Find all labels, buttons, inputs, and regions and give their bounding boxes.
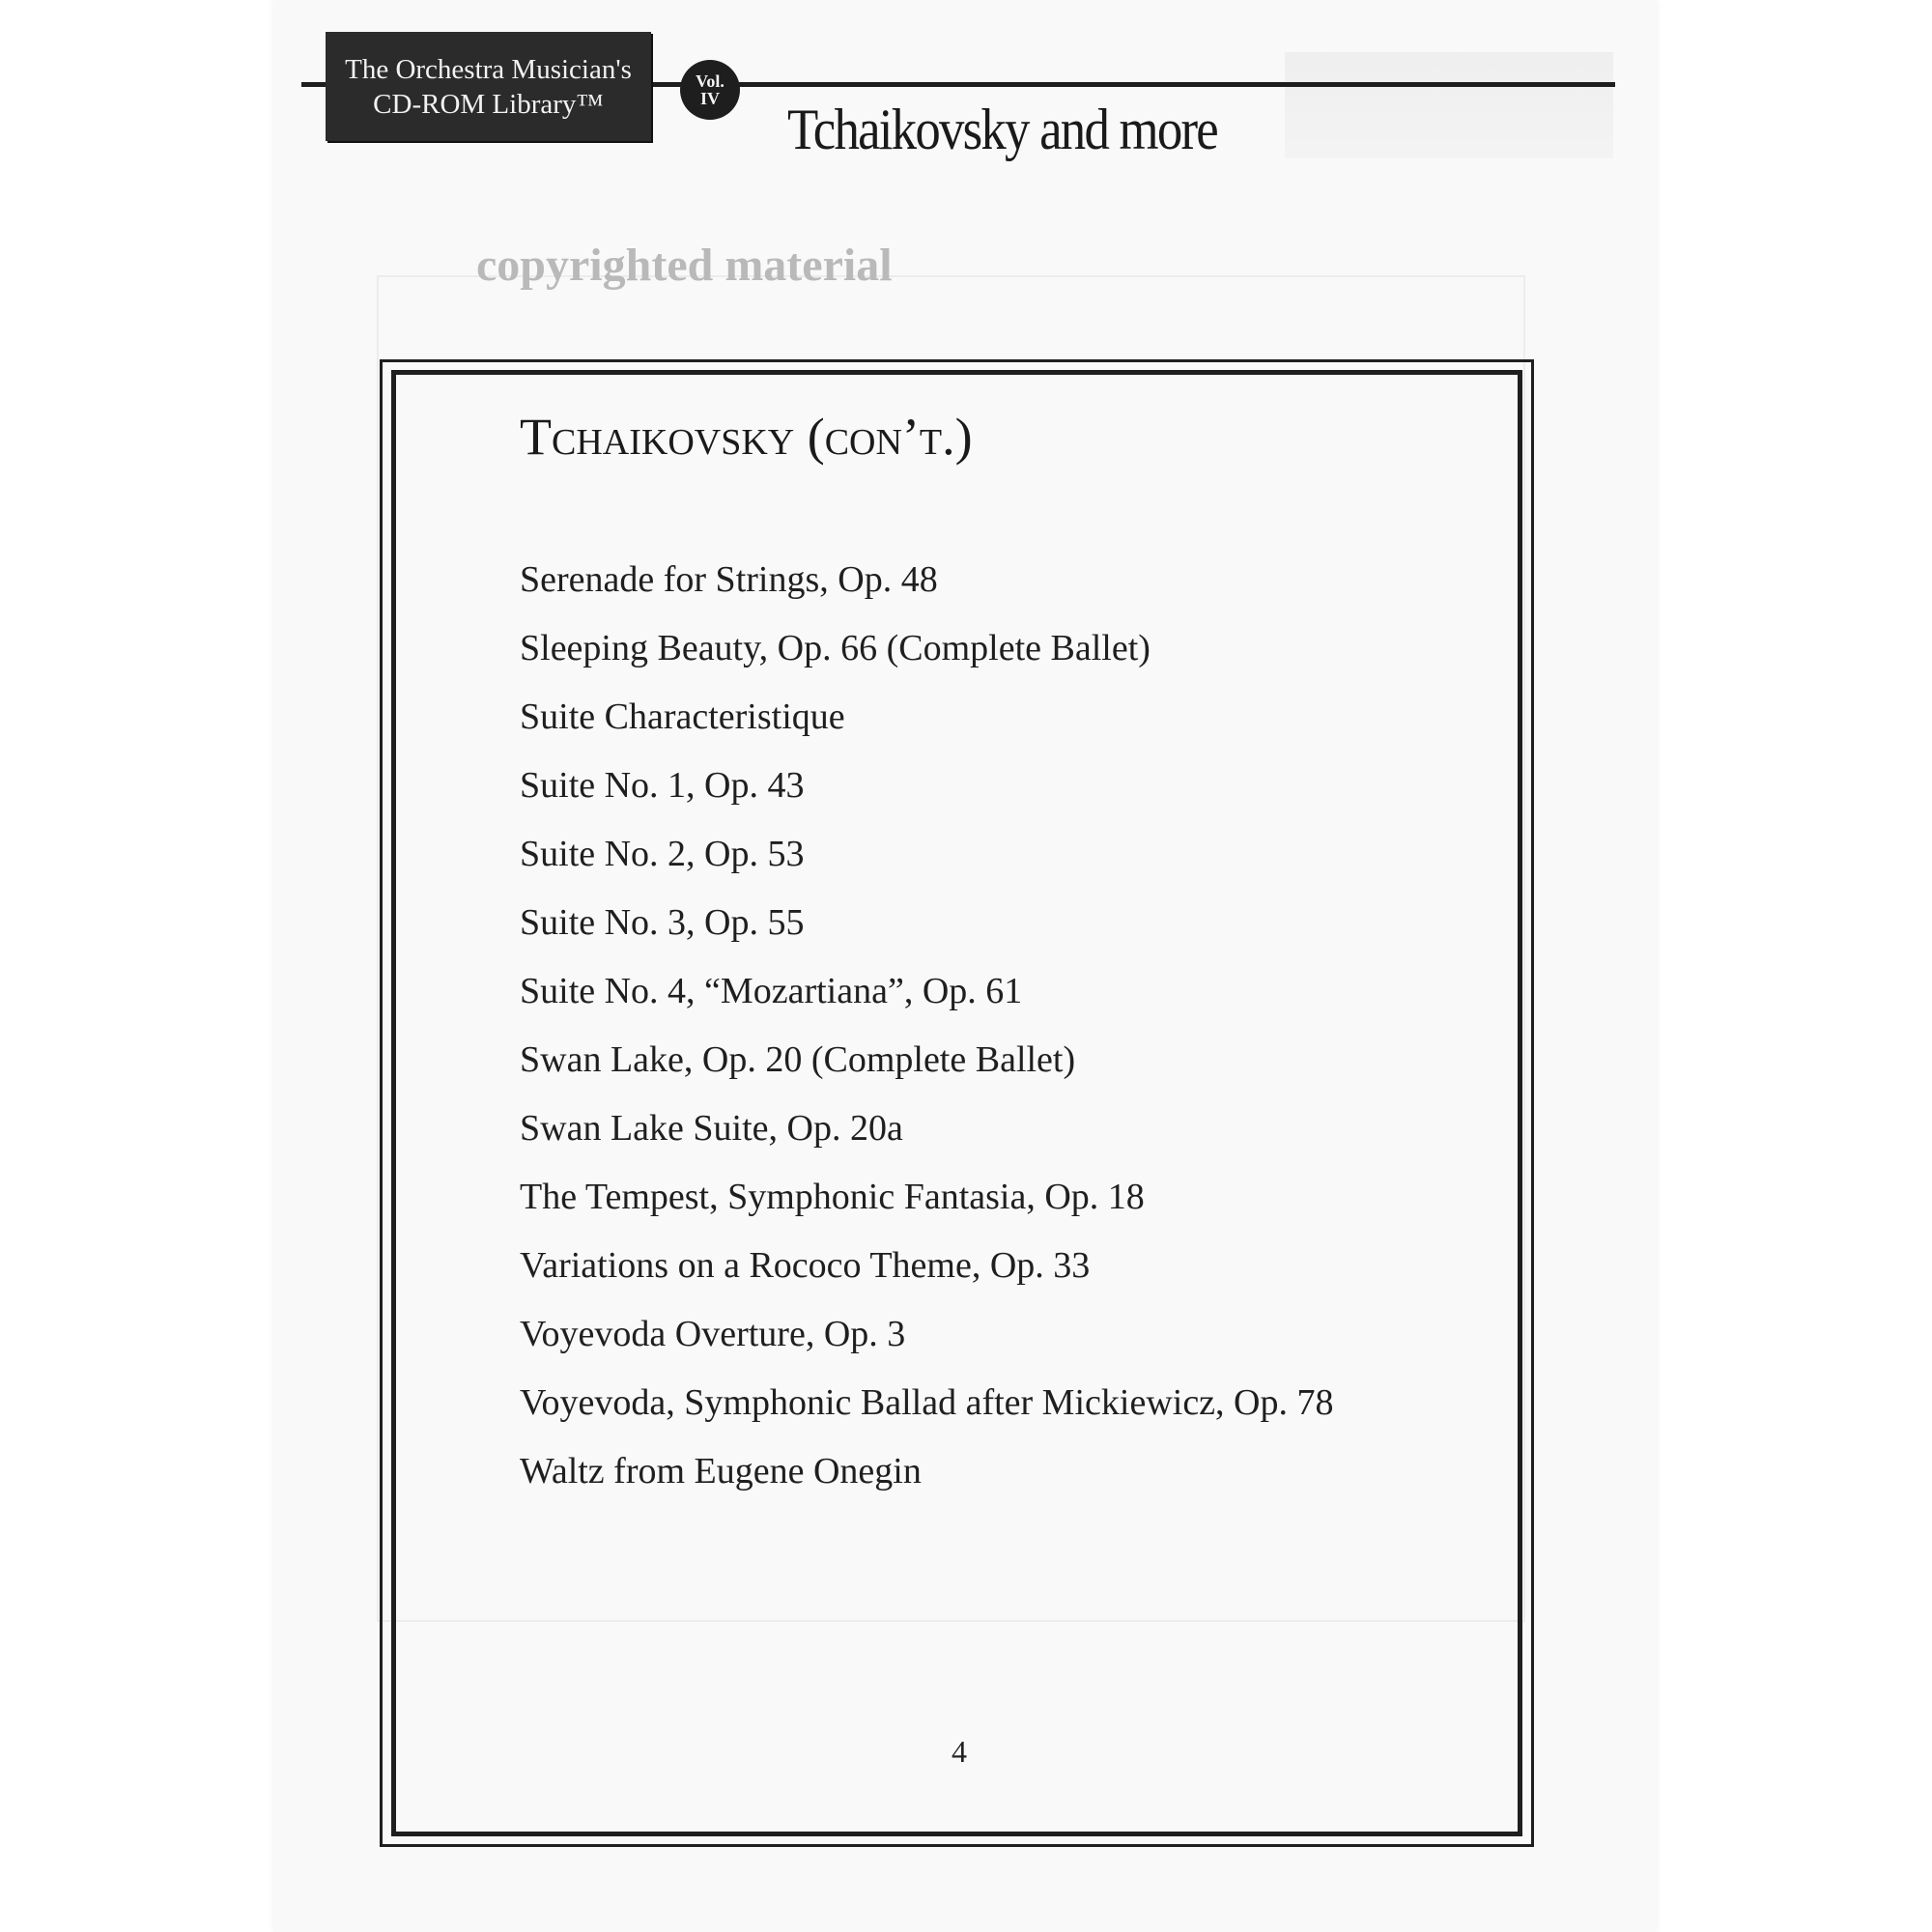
copyright-watermark: copyrighted material — [476, 240, 893, 291]
list-item: Suite Characteristique — [520, 696, 845, 737]
list-item: Voyevoda Overture, Op. 3 — [520, 1314, 906, 1354]
list-item: Suite No. 2, Op. 53 — [520, 834, 805, 874]
page-number: 4 — [952, 1734, 967, 1769]
list-item: Swan Lake, Op. 20 (Complete Ballet) — [520, 1039, 1076, 1080]
list-item: Suite No. 1, Op. 43 — [520, 765, 805, 806]
list-item: The Tempest, Symphonic Fantasia, Op. 18 — [520, 1177, 1145, 1217]
list-item: Variations on a Rococo Theme, Op. 33 — [520, 1245, 1091, 1286]
library-label-box — [326, 32, 651, 141]
volume-label: Vol. — [696, 71, 724, 91]
show-through-tab — [1285, 52, 1613, 158]
works-list — [520, 551, 1334, 1511]
library-label-line1: The Orchestra Musician's — [345, 53, 632, 85]
list-item: Voyevoda, Symphonic Ballad after Mickiewicz, Op. 78 — [520, 1382, 1334, 1423]
section-title: Tchaikovsky (con’t.) — [520, 408, 973, 466]
list-item: Swan Lake Suite, Op. 20a — [520, 1108, 903, 1149]
library-label-line2: CD-ROM Library™ — [373, 88, 604, 120]
volume-number: IV — [699, 89, 720, 108]
list-item: Serenade for Strings, Op. 48 — [520, 559, 938, 600]
list-item: Suite No. 4, “Mozartiana”, Op. 61 — [520, 971, 1023, 1011]
header-title: Tchaikovsky and more — [787, 98, 1217, 161]
volume-badge — [680, 60, 740, 120]
list-item: Sleeping Beauty, Op. 66 (Complete Ballet) — [520, 628, 1151, 668]
list-item: Suite No. 3, Op. 55 — [520, 902, 805, 943]
list-item: Waltz from Eugene Onegin — [520, 1451, 922, 1492]
